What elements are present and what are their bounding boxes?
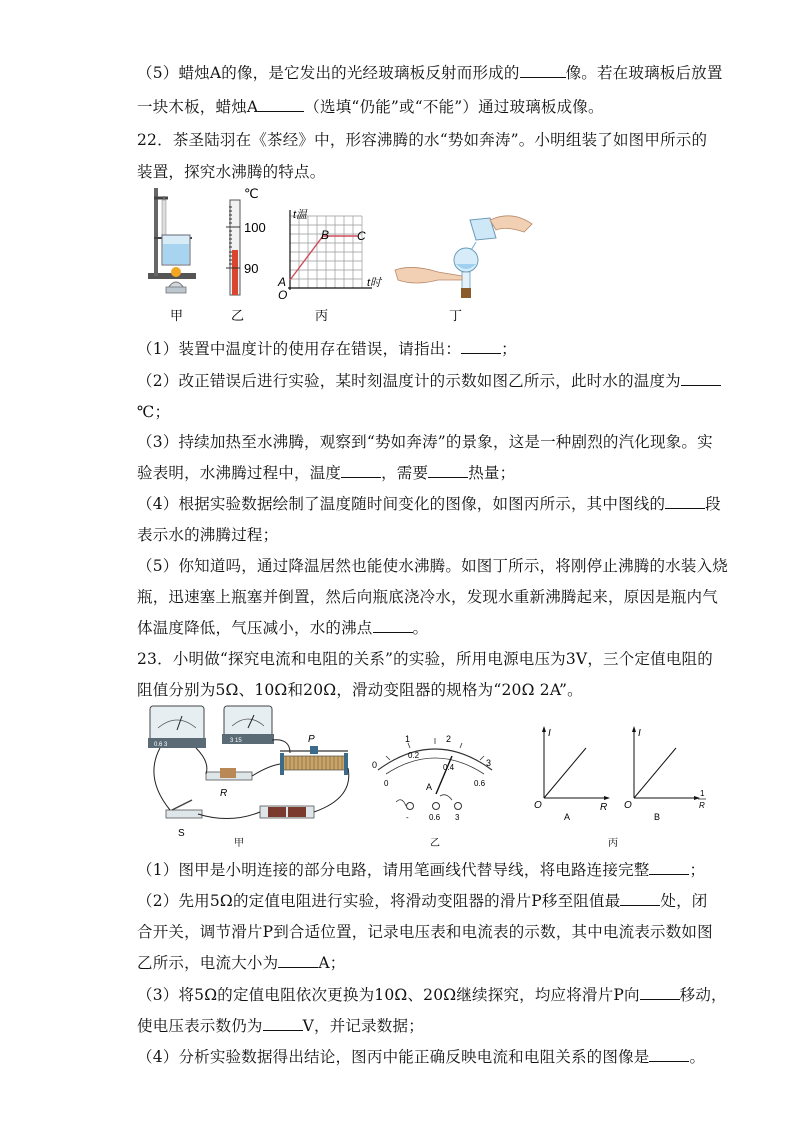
q22-2-line2: ℃； (137, 403, 171, 421)
terminal-06: 0.6 (429, 813, 441, 822)
q23-stem-line1: 23．小明做“探究电流和电阻的关系”的实验，所用电源电压为3V，三个定值电阻的 (137, 650, 713, 668)
graph-origin: O (278, 288, 288, 302)
thermometer (226, 186, 266, 295)
figure-boiling-experiment (140, 180, 540, 330)
q22-1: （1）装置中温度计的使用存在错误，请指出： ； (137, 340, 517, 358)
graphA-label: A (564, 812, 571, 822)
graph-x-label: t时 (367, 277, 382, 289)
caption2-yi: 乙 (430, 838, 440, 849)
dial-top-2: 2 (446, 734, 452, 744)
graphA-O: O (534, 800, 542, 811)
q21-5-line1: （5）蜡烛A的像，是它发出的光经玻璃板反射而形成的 像。若在玻璃板后放置 (137, 64, 723, 82)
graphA-R: R (600, 802, 608, 813)
dial-bottom-06: 0.6 (474, 779, 486, 788)
dial-needle-label: A (426, 782, 433, 792)
graph-point-C: C (357, 229, 366, 243)
answer-blank[interactable] (649, 1047, 689, 1062)
answer-blank[interactable] (620, 891, 660, 906)
graphB-O: O (624, 800, 632, 811)
graphB-label: B (654, 812, 661, 822)
caption-ding: 丁 (449, 308, 463, 323)
switch-label-S: S (178, 828, 185, 839)
q22-5-line2: 瓶，迅速塞上瓶塞并倒置，然后向瓶底浇冷水，发现水重新沸腾起来，原因是瓶内气 (137, 588, 718, 606)
q23-3-line2: 使电压表示数仍为 V，并记录数据； (137, 1017, 424, 1035)
stand-apparatus (148, 188, 196, 293)
caption-yi: 乙 (231, 308, 245, 323)
q22-4-line2: 表示水的沸腾过程； (137, 526, 279, 544)
q23-2-line3: 乙所示，电流大小为 A； (137, 954, 346, 972)
q22-3-line2: 验表明，水沸腾过程中，温度 ，需要 热量； (137, 464, 516, 482)
graph-B (624, 726, 706, 822)
terminal-minus: - (406, 813, 409, 822)
graph-y-label: t温 (293, 209, 308, 221)
answer-blank[interactable] (373, 618, 413, 633)
answer-blank[interactable] (278, 953, 318, 968)
thermo-tick-90: 90 (244, 261, 259, 276)
meter-terminals-left: 0.6 3 (154, 742, 168, 748)
q22-4-line1: （4）根据实验数据绘制了温度随时间变化的图像，如图丙所示，其中图线的 段 (137, 495, 721, 513)
temperature-time-graph (277, 208, 383, 302)
answer-blank[interactable] (665, 494, 705, 509)
caption2-bing: 丙 (608, 838, 618, 849)
circuit-diagram (148, 706, 349, 839)
q21-5-line2: 一块木板，蜡烛A （选填“仍能”或“不能”）通过玻璃板成像。 (137, 98, 604, 116)
caption-jia: 甲 (170, 308, 184, 323)
answer-blank[interactable] (341, 463, 381, 478)
dial-top-0: 0 (372, 760, 378, 770)
caption2-jia: 甲 (234, 838, 244, 849)
graph-point-B: B (321, 228, 330, 242)
graphB-frac-den: R (699, 801, 705, 810)
thermo-unit: ℃ (244, 186, 259, 201)
graphA-I: I (548, 728, 551, 739)
resistor-label-R: R (220, 788, 228, 799)
flask-illustration (395, 216, 532, 298)
graph-point-A: A (278, 275, 287, 289)
meter-terminals-right: 3 15 (230, 738, 242, 744)
answer-blank[interactable] (681, 371, 721, 386)
answer-blank[interactable] (640, 985, 680, 1000)
q22-5-line1: （5）你知道吗，通过降温居然也能使水沸腾。如图丁所示，将刚停止沸腾的水装入烧 (137, 557, 728, 575)
answer-blank[interactable] (258, 97, 304, 112)
rheostat-label-P: P (308, 734, 315, 745)
graph-A (534, 726, 610, 822)
answer-blank[interactable] (520, 63, 566, 78)
figure-circuit-experiment (140, 698, 720, 850)
thermo-tick-100: 100 (244, 220, 266, 235)
terminal-3: 3 (455, 813, 460, 822)
q23-stem-line2: 阻值分别为5Ω、10Ω和20Ω，滑动变阻器的规格为“20Ω 2A”。 (137, 681, 583, 699)
answer-blank[interactable] (428, 463, 468, 478)
dial-top-1: 1 (405, 734, 411, 744)
graphB-frac-num: 1 (700, 789, 705, 798)
dial-top-3: 3 (486, 758, 492, 768)
q22-stem-line1: 22．茶圣陆羽在《茶经》中，形容沸腾的水“势如奔涛”。小明组装了如图甲所示的 (137, 131, 708, 149)
q22-3-line1: （3）持续加热至水沸腾，观察到“势如奔涛”的景象，这是一种剧烈的汽化现象。实 (137, 433, 713, 451)
q23-2-line2: 合开关，调节滑片P到合适位置，记录电压表和电流表的示数，其中电流表示数如图 (137, 923, 713, 941)
answer-blank[interactable] (649, 860, 689, 875)
dial-bottom-04: 0.4 (443, 763, 455, 772)
q22-stem-line2: 装置，探究水沸腾的特点。 (137, 163, 326, 181)
dial-bottom-02: 0.2 (408, 751, 420, 760)
q22-5-line3: 体温度降低，气压减小，水的沸点 。 (137, 619, 429, 637)
q23-2-line1: （2）先用5Ω的定值电阻进行实验，将滑动变阻器的滑片P移至阻值最 处，闭 (137, 892, 708, 910)
q23-4: （4）分析实验数据得出结论，图丙中能正确反映电流和电阻关系的图像是 。 (137, 1048, 706, 1066)
q23-3-line1: （3）将5Ω的定值电阻依次更换为10Ω、20Ω继续探究，均应将滑片P向 移动， (137, 986, 727, 1004)
q23-1: （1）图甲是小明连接的部分电路，请用笔画线代替导线，将电路连接完整 ； (137, 861, 706, 879)
answer-blank[interactable] (461, 339, 501, 354)
q22-2-line1: （2）改正错误后进行实验，某时刻温度计的示数如图乙所示，此时水的温度为 (137, 371, 721, 391)
dial-bottom-0: 0 (384, 779, 389, 788)
graphB-I: I (638, 728, 641, 739)
ammeter-dial (372, 734, 492, 822)
answer-blank[interactable] (263, 1016, 303, 1031)
caption-bing: 丙 (315, 308, 329, 323)
